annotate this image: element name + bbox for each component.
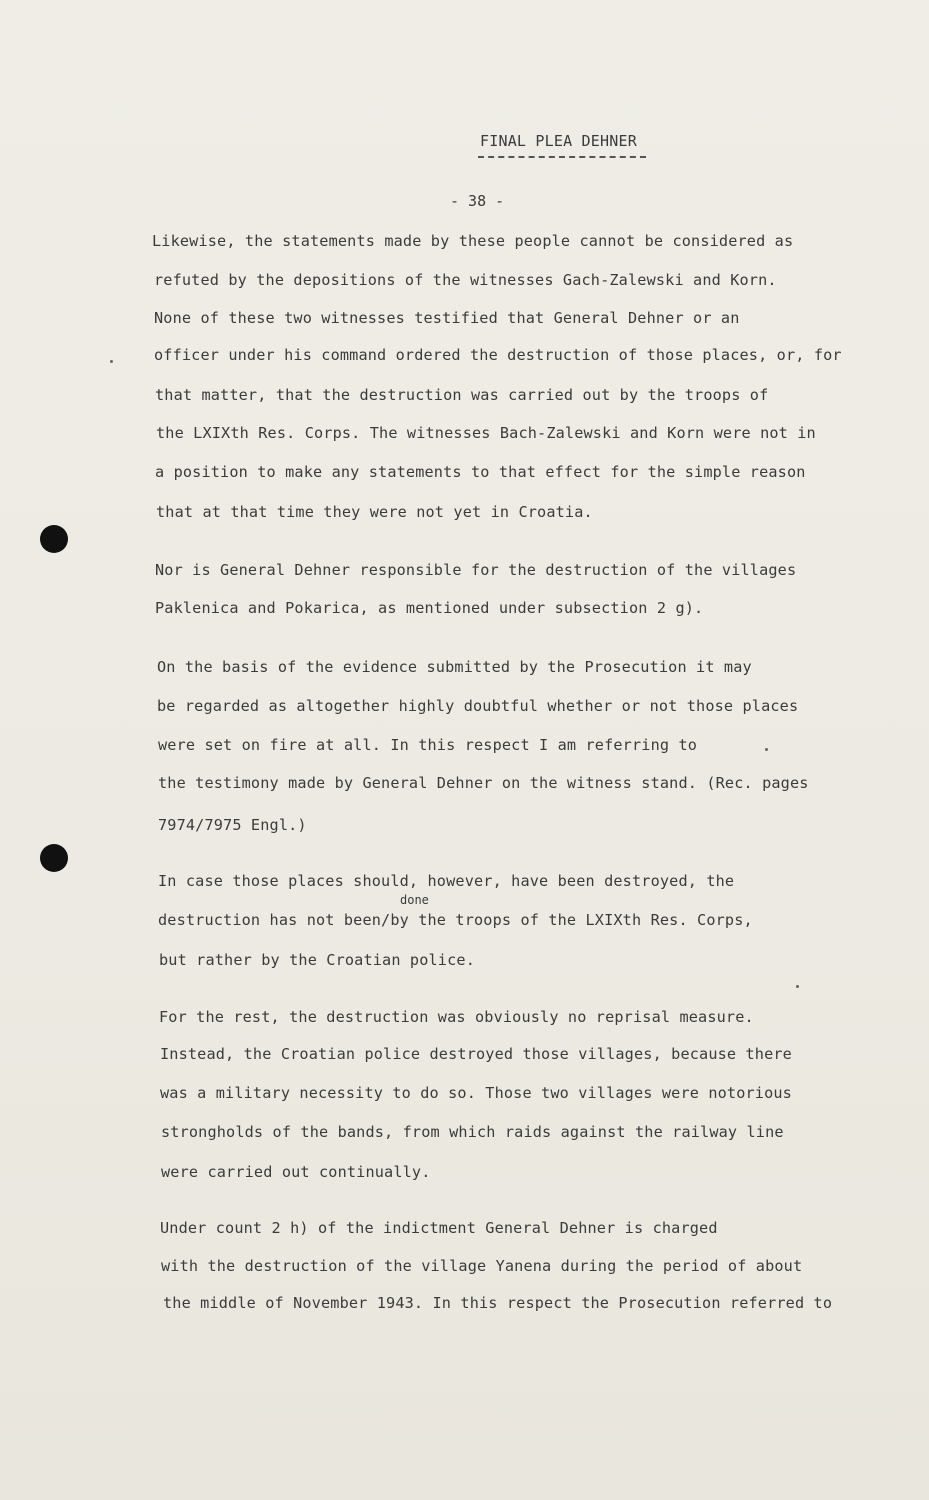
- text-line: be regarded as altogether highly doubtful whether or not those places: [157, 697, 799, 715]
- paper-speck: [796, 985, 799, 988]
- text-line: with the destruction of the village Yanena during the period of about: [161, 1257, 803, 1275]
- document-title: FINAL PLEA DEHNER: [480, 132, 637, 150]
- text-line: strongholds of the bands, from which raids against the railway line: [161, 1123, 784, 1141]
- text-line: On the basis of the evidence submitted by the Prosecution it may: [157, 658, 752, 676]
- text-line: was a military necessity to do so. Those two villages were notorious: [160, 1084, 792, 1102]
- text-line: that at that time they were not yet in Croatia.: [156, 503, 593, 521]
- text-line: Under count 2 h) of the indictment General Dehner is charged: [160, 1219, 718, 1237]
- punch-hole-bottom: [40, 844, 68, 872]
- text-line: the middle of November 1943. In this respect the Prosecution referred to: [163, 1294, 833, 1312]
- text-line: 7974/7975 Engl.): [158, 816, 307, 834]
- text-line: destruction has not been/by the troops of the LXIXth Res. Corps,: [158, 911, 753, 929]
- paper-speck: [110, 360, 113, 363]
- page-number: - 38 -: [450, 192, 505, 210]
- text-line: the testimony made by General Dehner on the witness stand. (Rec. pages: [158, 774, 809, 792]
- text-line: In case those places should, however, have been destroyed, the: [158, 872, 735, 890]
- text-line: Paklenica and Pokarica, as mentioned under subsection 2 g).: [155, 599, 704, 617]
- text-line: refuted by the depositions of the witnesses Gach-Zalewski and Korn.: [154, 271, 777, 289]
- text-line: were carried out continually.: [161, 1163, 431, 1181]
- text-line: but rather by the Croatian police.: [159, 951, 475, 969]
- text-line: Likewise, the statements made by these people cannot be considered as: [152, 232, 794, 250]
- interlinear-insert: done: [400, 893, 429, 907]
- text-line: None of these two witnesses testified that General Dehner or an: [154, 309, 740, 327]
- paper-speck: [765, 748, 768, 751]
- text-line: For the rest, the destruction was obviously no reprisal measure.: [159, 1008, 754, 1026]
- text-line: Instead, the Croatian police destroyed those villages, because there: [160, 1045, 792, 1063]
- text-line: a position to make any statements to that effect for the simple reason: [155, 463, 806, 481]
- punch-hole-top: [40, 525, 68, 553]
- text-line: the LXIXth Res. Corps. The witnesses Bach-Zalewski and Korn were not in: [156, 424, 816, 442]
- text-line: officer under his command ordered the destruction of those places, or, for: [154, 346, 842, 364]
- text-line: were set on fire at all. In this respect I am referring to: [158, 736, 698, 754]
- text-line: Nor is General Dehner responsible for the destruction of the villages: [155, 561, 797, 579]
- text-line: that matter, that the destruction was carried out by the troops of: [155, 386, 769, 404]
- title-underline: [478, 156, 646, 158]
